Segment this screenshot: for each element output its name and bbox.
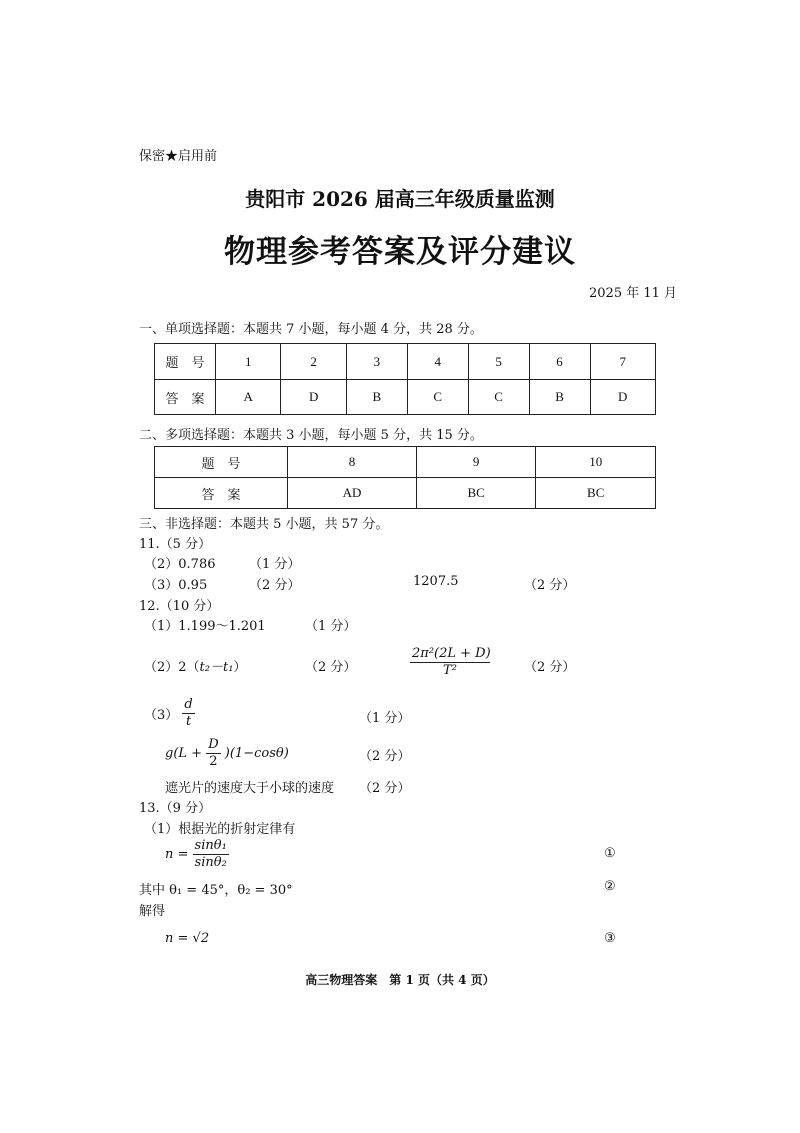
- table-row: [155, 447, 656, 478]
- q12-part3-formula: [165, 737, 289, 770]
- q12-part3b-score: （2 分）: [359, 749, 411, 764]
- section1-heading: 一、单项选择题：本题共 7 小题，每小题 4 分，共 28 分。: [139, 322, 483, 337]
- q13-title: 13.（9 分）: [139, 801, 212, 816]
- table-header-cell: 题 号: [155, 447, 288, 478]
- fraction: [410, 646, 490, 679]
- formula-left: g(L +: [165, 746, 203, 761]
- q12-part3-answer: [144, 697, 195, 730]
- section3-heading: 三、非选择题：本题共 5 小题，共 57 分。: [139, 517, 389, 532]
- table-cell: 10: [536, 447, 656, 478]
- table-cell: 8: [288, 447, 417, 478]
- fraction-denominator: t: [185, 714, 192, 729]
- table-cell: C: [468, 380, 529, 415]
- fraction-denominator: sinθ₂: [194, 855, 227, 870]
- page-footer: 高三物理答案 第 1 页（共 4 页）: [305, 973, 495, 987]
- formula-right: )(1−cosθ): [224, 746, 289, 761]
- fraction-numerator: D: [208, 737, 219, 752]
- equation-number-1: ①: [604, 846, 616, 861]
- table-cell: 1: [216, 344, 281, 380]
- q13-solve-label: 解得: [139, 904, 166, 919]
- q13-equation3: n = √2: [165, 931, 210, 946]
- table-cell: C: [407, 380, 468, 415]
- q12-part2-formula: [410, 646, 490, 679]
- table-cell: 5: [468, 344, 529, 380]
- q11-part3-score: （2 分）: [249, 578, 301, 593]
- table-cell: A: [216, 380, 281, 415]
- equation-left: n =: [165, 847, 189, 862]
- q12-part3c-score: （2 分）: [359, 781, 411, 796]
- q12-part1-score: （1 分）: [305, 619, 357, 634]
- fraction-numerator: 2π²(2L + D): [412, 646, 491, 661]
- q12-part2-score2: （2 分）: [524, 660, 576, 675]
- page-title: 物理参考答案及评分建议: [224, 234, 576, 270]
- q13-part1-text: （1）根据光的折射定律有: [144, 822, 296, 837]
- q12-part1-answer: （1）1.199～1.201: [144, 619, 266, 634]
- table-cell: AD: [288, 478, 417, 509]
- date-label: 2025 年 11 月: [589, 286, 678, 301]
- q11-part2-score: （1 分）: [249, 557, 301, 572]
- table-cell: 7: [590, 344, 656, 380]
- q13-line2: 其中 θ₁ = 45°，θ₂ = 30°: [139, 883, 293, 898]
- q11-part3-score2: （2 分）: [524, 578, 576, 593]
- table-row: [155, 478, 656, 509]
- table-cell: B: [346, 380, 407, 415]
- single-choice-table: [154, 343, 656, 415]
- table-cell: D: [590, 380, 656, 415]
- table-cell: 2: [281, 344, 346, 380]
- fraction-denominator: T²: [443, 663, 457, 678]
- exam-subtitle: 贵阳市 2026 届高三年级质量监测: [245, 187, 555, 211]
- table-header-cell: 答 案: [155, 478, 288, 509]
- fraction-numerator: sinθ₁: [194, 838, 227, 853]
- table-row: [155, 380, 656, 415]
- fraction-denominator: 2: [209, 754, 218, 769]
- confidential-label: 保密★启用前: [139, 149, 218, 164]
- q11-title: 11.（5 分）: [139, 537, 212, 552]
- q12-part2-answer: [144, 656, 246, 675]
- q11-part2-answer: （2）0.786: [144, 557, 216, 572]
- table-cell: 9: [416, 447, 536, 478]
- equation-number-3: ③: [604, 931, 616, 946]
- q12-part2-score: （2 分）: [305, 660, 357, 675]
- table-header-cell: 答 案: [155, 380, 216, 415]
- multi-choice-table: [154, 446, 656, 509]
- q12-part3c-text: 遮光片的速度大于小球的速度: [165, 781, 335, 796]
- table-cell: BC: [536, 478, 656, 509]
- table-cell: BC: [416, 478, 536, 509]
- q11-part3-answer: （3）0.95: [144, 578, 208, 593]
- table-cell: 4: [407, 344, 468, 380]
- q12-part2-prefix: （2）2（: [144, 660, 200, 675]
- table-cell: D: [281, 380, 346, 415]
- fraction-numerator: d: [184, 697, 193, 712]
- table-cell: B: [529, 380, 590, 415]
- q12-part2-suffix: ）: [233, 660, 247, 675]
- q12-title: 12.（10 分）: [139, 599, 220, 614]
- fraction: [206, 737, 220, 770]
- q12-part3-prefix: （3）: [144, 708, 179, 723]
- table-header-cell: 题 号: [155, 344, 216, 380]
- table-cell: 3: [346, 344, 407, 380]
- fraction: [182, 697, 194, 730]
- fraction: [193, 838, 229, 871]
- q12-part2-expr: t₂－t₁: [199, 660, 234, 675]
- q11-part3-value2: 1207.5: [413, 574, 459, 589]
- table-row: [155, 344, 656, 380]
- q13-equation1: [165, 838, 229, 871]
- section2-heading: 二、多项选择题：本题共 3 小题，每小题 5 分，共 15 分。: [139, 428, 483, 443]
- equation-number-2: ②: [604, 879, 616, 894]
- q12-part3-score: （1 分）: [359, 711, 411, 726]
- table-cell: 6: [529, 344, 590, 380]
